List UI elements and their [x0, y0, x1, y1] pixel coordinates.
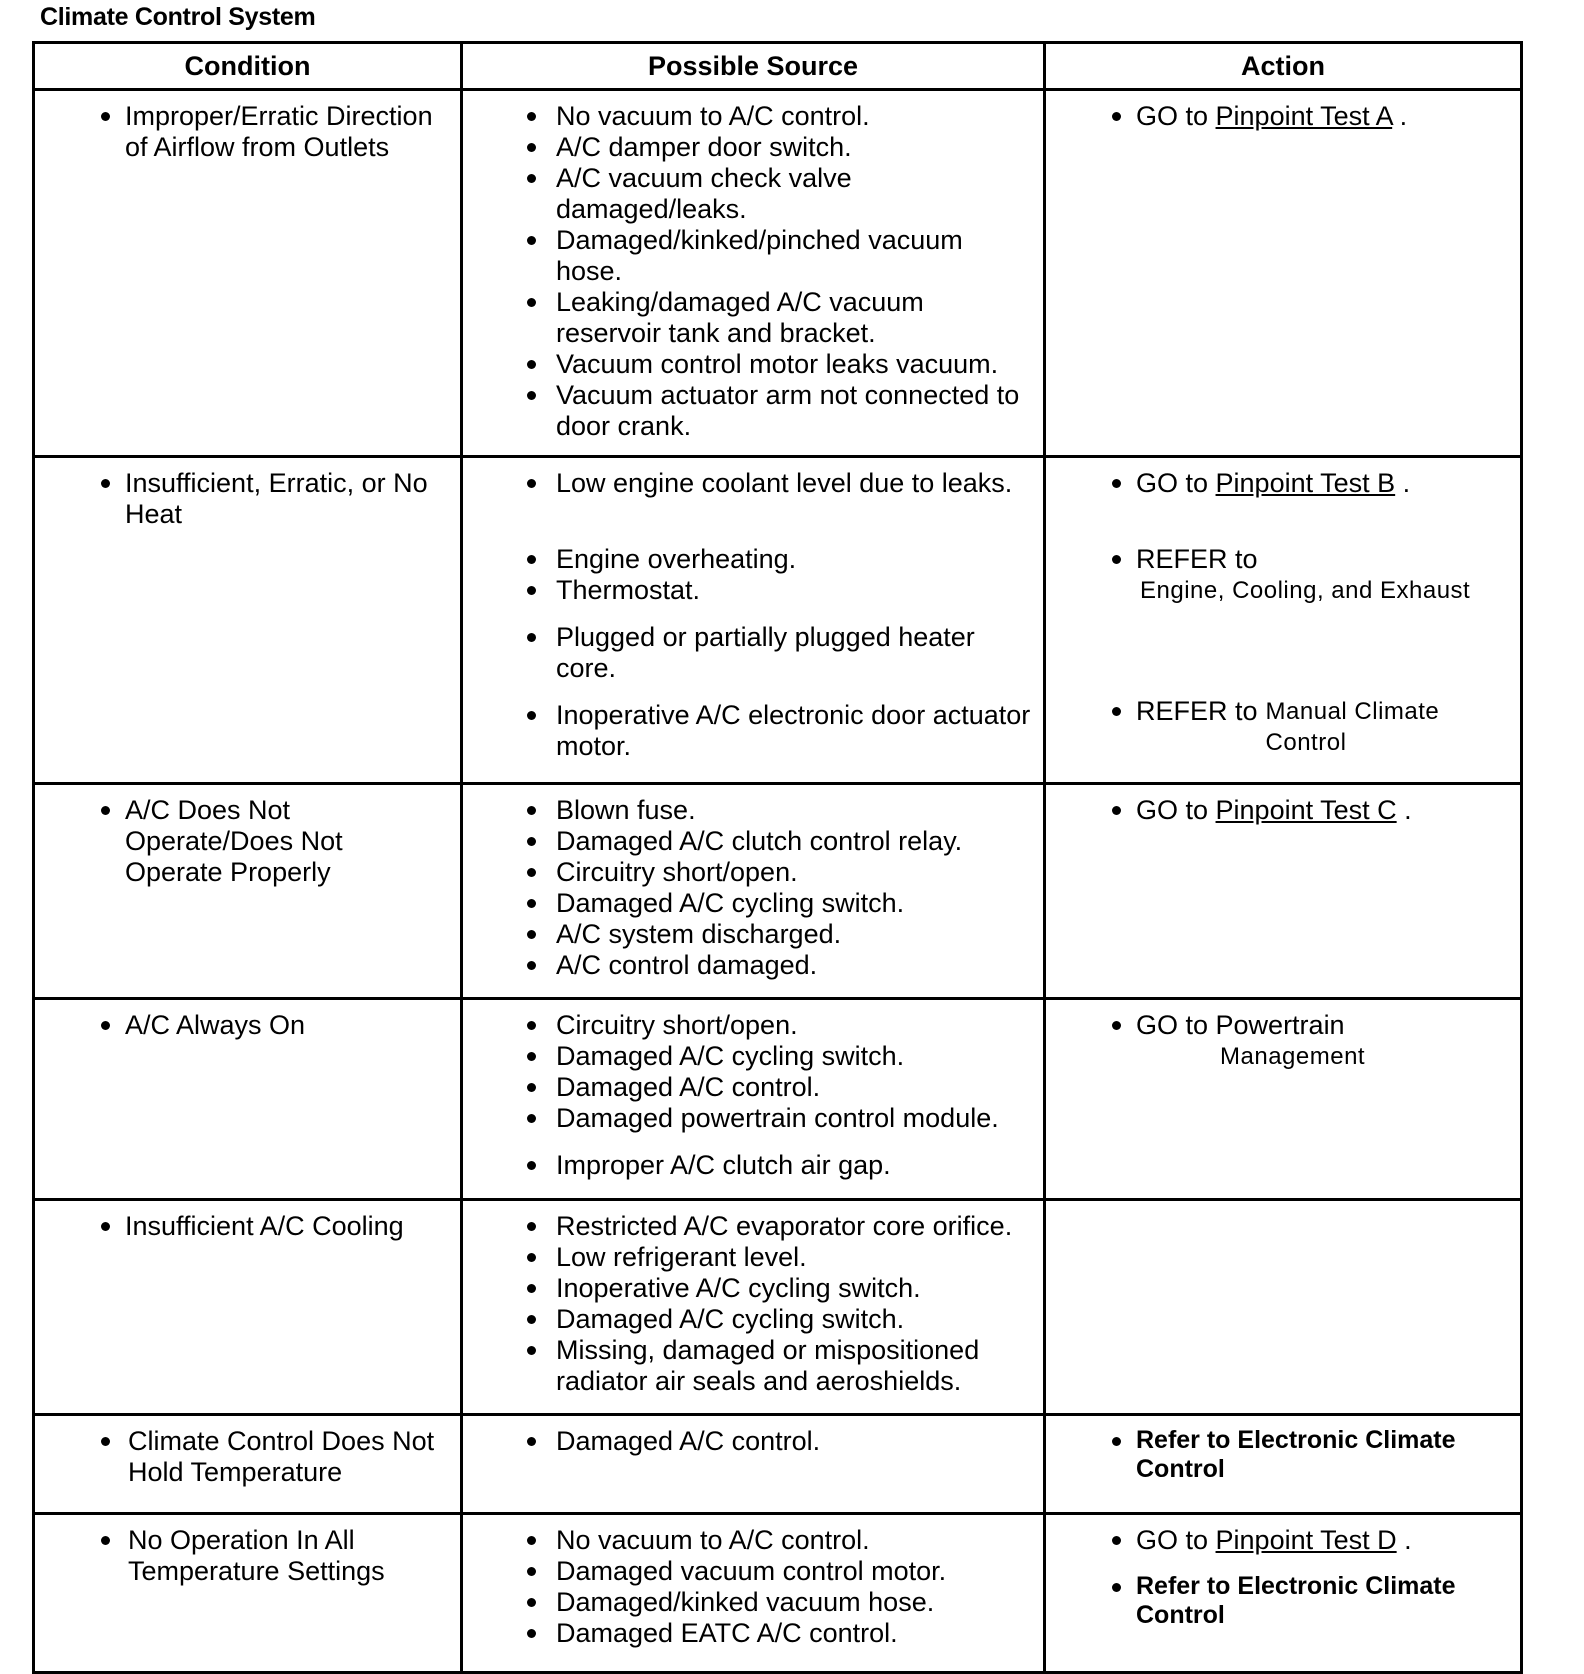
condition-cell: [34, 1415, 462, 1514]
header-row: [34, 43, 1522, 90]
source-item: A/C damper door switch.: [471, 132, 1035, 163]
source-item: No vacuum to A/C control.: [471, 1525, 1035, 1556]
action-cell: [1045, 1415, 1522, 1514]
action-item: [1054, 468, 1512, 499]
source-item: Circuitry short/open.: [471, 1010, 1035, 1041]
action-prefix: GO to: [1136, 101, 1216, 131]
table-row: [34, 999, 1522, 1200]
source-item: Damaged powertrain control module.: [471, 1103, 1035, 1134]
source-item: Damaged A/C control.: [471, 1072, 1035, 1103]
source-item: Damaged/kinked vacuum hose.: [471, 1587, 1035, 1618]
condition-cell: [34, 784, 462, 999]
source-item: Damaged/kinked/pinched vacuum hose.: [471, 225, 1035, 287]
source-item: Low refrigerant level.: [471, 1242, 1035, 1273]
page-title: Climate Control System: [40, 3, 316, 31]
source-item: Restricted A/C evaporator core orifice.: [471, 1211, 1035, 1242]
electronic-climate-control-link[interactable]: Refer to Electronic Climate Control: [1054, 1426, 1512, 1484]
source-item: A/C system discharged.: [471, 919, 1035, 950]
header-possible-source: Possible Source: [462, 43, 1045, 90]
action-item: [1054, 696, 1512, 758]
source-item: Damaged A/C clutch control relay.: [471, 826, 1035, 857]
source-item: A/C control damaged.: [471, 950, 1035, 981]
source-cell: [462, 1514, 1045, 1673]
action-cell: [1045, 457, 1522, 784]
source-item: Damaged A/C control.: [471, 1426, 1035, 1457]
condition-text: A/C Always On: [43, 1010, 452, 1041]
refer-label: REFER to: [1136, 544, 1258, 574]
action-cell: [1045, 999, 1522, 1200]
condition-text: Insufficient, Erratic, or No Heat: [43, 468, 452, 530]
condition-cell: [34, 1200, 462, 1415]
source-item: Circuitry short/open.: [471, 857, 1035, 888]
source-item: Damaged A/C cycling switch.: [471, 888, 1035, 919]
action-prefix: GO to: [1136, 1525, 1216, 1555]
action-prefix: GO to: [1136, 795, 1216, 825]
source-item: Low engine coolant level due to leaks.: [471, 468, 1035, 499]
condition-text: Climate Control Does Not Hold Temperature: [43, 1426, 452, 1488]
source-cell: [462, 1415, 1045, 1514]
action-item: [1054, 544, 1512, 606]
source-item: Plugged or partially plugged heater core.: [471, 622, 1035, 684]
engine-cooling-exhaust-link[interactable]: Engine, Cooling, and Exhaust: [1140, 577, 1471, 604]
pinpoint-test-b-link[interactable]: Pinpoint Test B: [1215, 468, 1396, 498]
table-row: [34, 1514, 1522, 1673]
source-item: Vacuum control motor leaks vacuum.: [471, 349, 1035, 380]
electronic-climate-control-link[interactable]: Refer to Electronic Climate Control: [1054, 1572, 1512, 1630]
source-cell: [462, 90, 1045, 457]
action-prefix: GO to: [1136, 468, 1216, 498]
action-suffix: .: [1396, 795, 1412, 825]
condition-cell: [34, 1514, 462, 1673]
source-item: Inoperative A/C electronic door actuator motor.: [471, 700, 1035, 762]
condition-text: No Operation In All Temperature Settings: [43, 1525, 452, 1587]
source-item: Thermostat.: [471, 575, 1035, 606]
powertrain-management-link[interactable]: Management: [1220, 1043, 1366, 1070]
table-row: [34, 1200, 1522, 1415]
pinpoint-test-a-link[interactable]: Pinpoint Test A: [1215, 101, 1393, 131]
source-item: Damaged A/C cycling switch.: [471, 1041, 1035, 1072]
pinpoint-test-d-link[interactable]: Pinpoint Test D: [1215, 1525, 1397, 1555]
diagnosis-table: [32, 41, 1523, 1674]
condition-cell: [34, 457, 462, 784]
pinpoint-test-c-link[interactable]: Pinpoint Test C: [1215, 795, 1397, 825]
source-item: Vacuum actuator arm not connected to door crank.: [471, 380, 1035, 442]
action-cell: [1045, 90, 1522, 457]
action-suffix: .: [1396, 1525, 1412, 1555]
table-row: [34, 90, 1522, 457]
source-item: Damaged vacuum control motor.: [471, 1556, 1035, 1587]
condition-text: Insufficient A/C Cooling: [43, 1211, 452, 1242]
source-item: Improper A/C clutch air gap.: [471, 1150, 1035, 1181]
condition-cell: [34, 999, 462, 1200]
source-item: Leaking/damaged A/C vacuum reservoir tank and bracket.: [471, 287, 1035, 349]
source-cell: [462, 1200, 1045, 1415]
source-item: A/C vacuum check valve damaged/leaks.: [471, 163, 1035, 225]
refer-label: REFER to: [1136, 696, 1258, 726]
action-prefix: GO to Powertrain: [1136, 1010, 1345, 1040]
source-item: Inoperative A/C cycling switch.: [471, 1273, 1035, 1304]
manual-climate-control-link[interactable]: Manual Climate Control: [1265, 698, 1440, 756]
action-suffix: .: [1392, 101, 1408, 131]
action-item: [1054, 795, 1512, 826]
source-cell: [462, 784, 1045, 999]
header-action: Action: [1045, 43, 1522, 90]
action-item: [1054, 101, 1512, 132]
source-item: Blown fuse.: [471, 795, 1035, 826]
condition-cell: [34, 90, 462, 457]
table-row: [34, 784, 1522, 999]
condition-text: A/C Does Not Operate/Does Not Operate Properly: [43, 795, 452, 888]
action-cell: [1045, 1514, 1522, 1673]
action-cell: [1045, 1200, 1522, 1415]
action-suffix: .: [1395, 468, 1411, 498]
source-item: Damaged EATC A/C control.: [471, 1618, 1035, 1649]
source-item: Engine overheating.: [471, 544, 1035, 575]
condition-text: Improper/Erratic Direction of Airflow from Outlets: [43, 101, 452, 163]
source-item: No vacuum to A/C control.: [471, 101, 1035, 132]
source-cell: [462, 457, 1045, 784]
table-row: [34, 457, 1522, 784]
action-cell: [1045, 784, 1522, 999]
table-row: [34, 1415, 1522, 1514]
source-cell: [462, 999, 1045, 1200]
action-item: [1054, 1010, 1512, 1072]
action-item: [1054, 1525, 1512, 1556]
source-item: Missing, damaged or mispositioned radiator air seals and aeroshields.: [471, 1335, 1035, 1397]
header-condition: Condition: [34, 43, 462, 90]
source-item: Damaged A/C cycling switch.: [471, 1304, 1035, 1335]
